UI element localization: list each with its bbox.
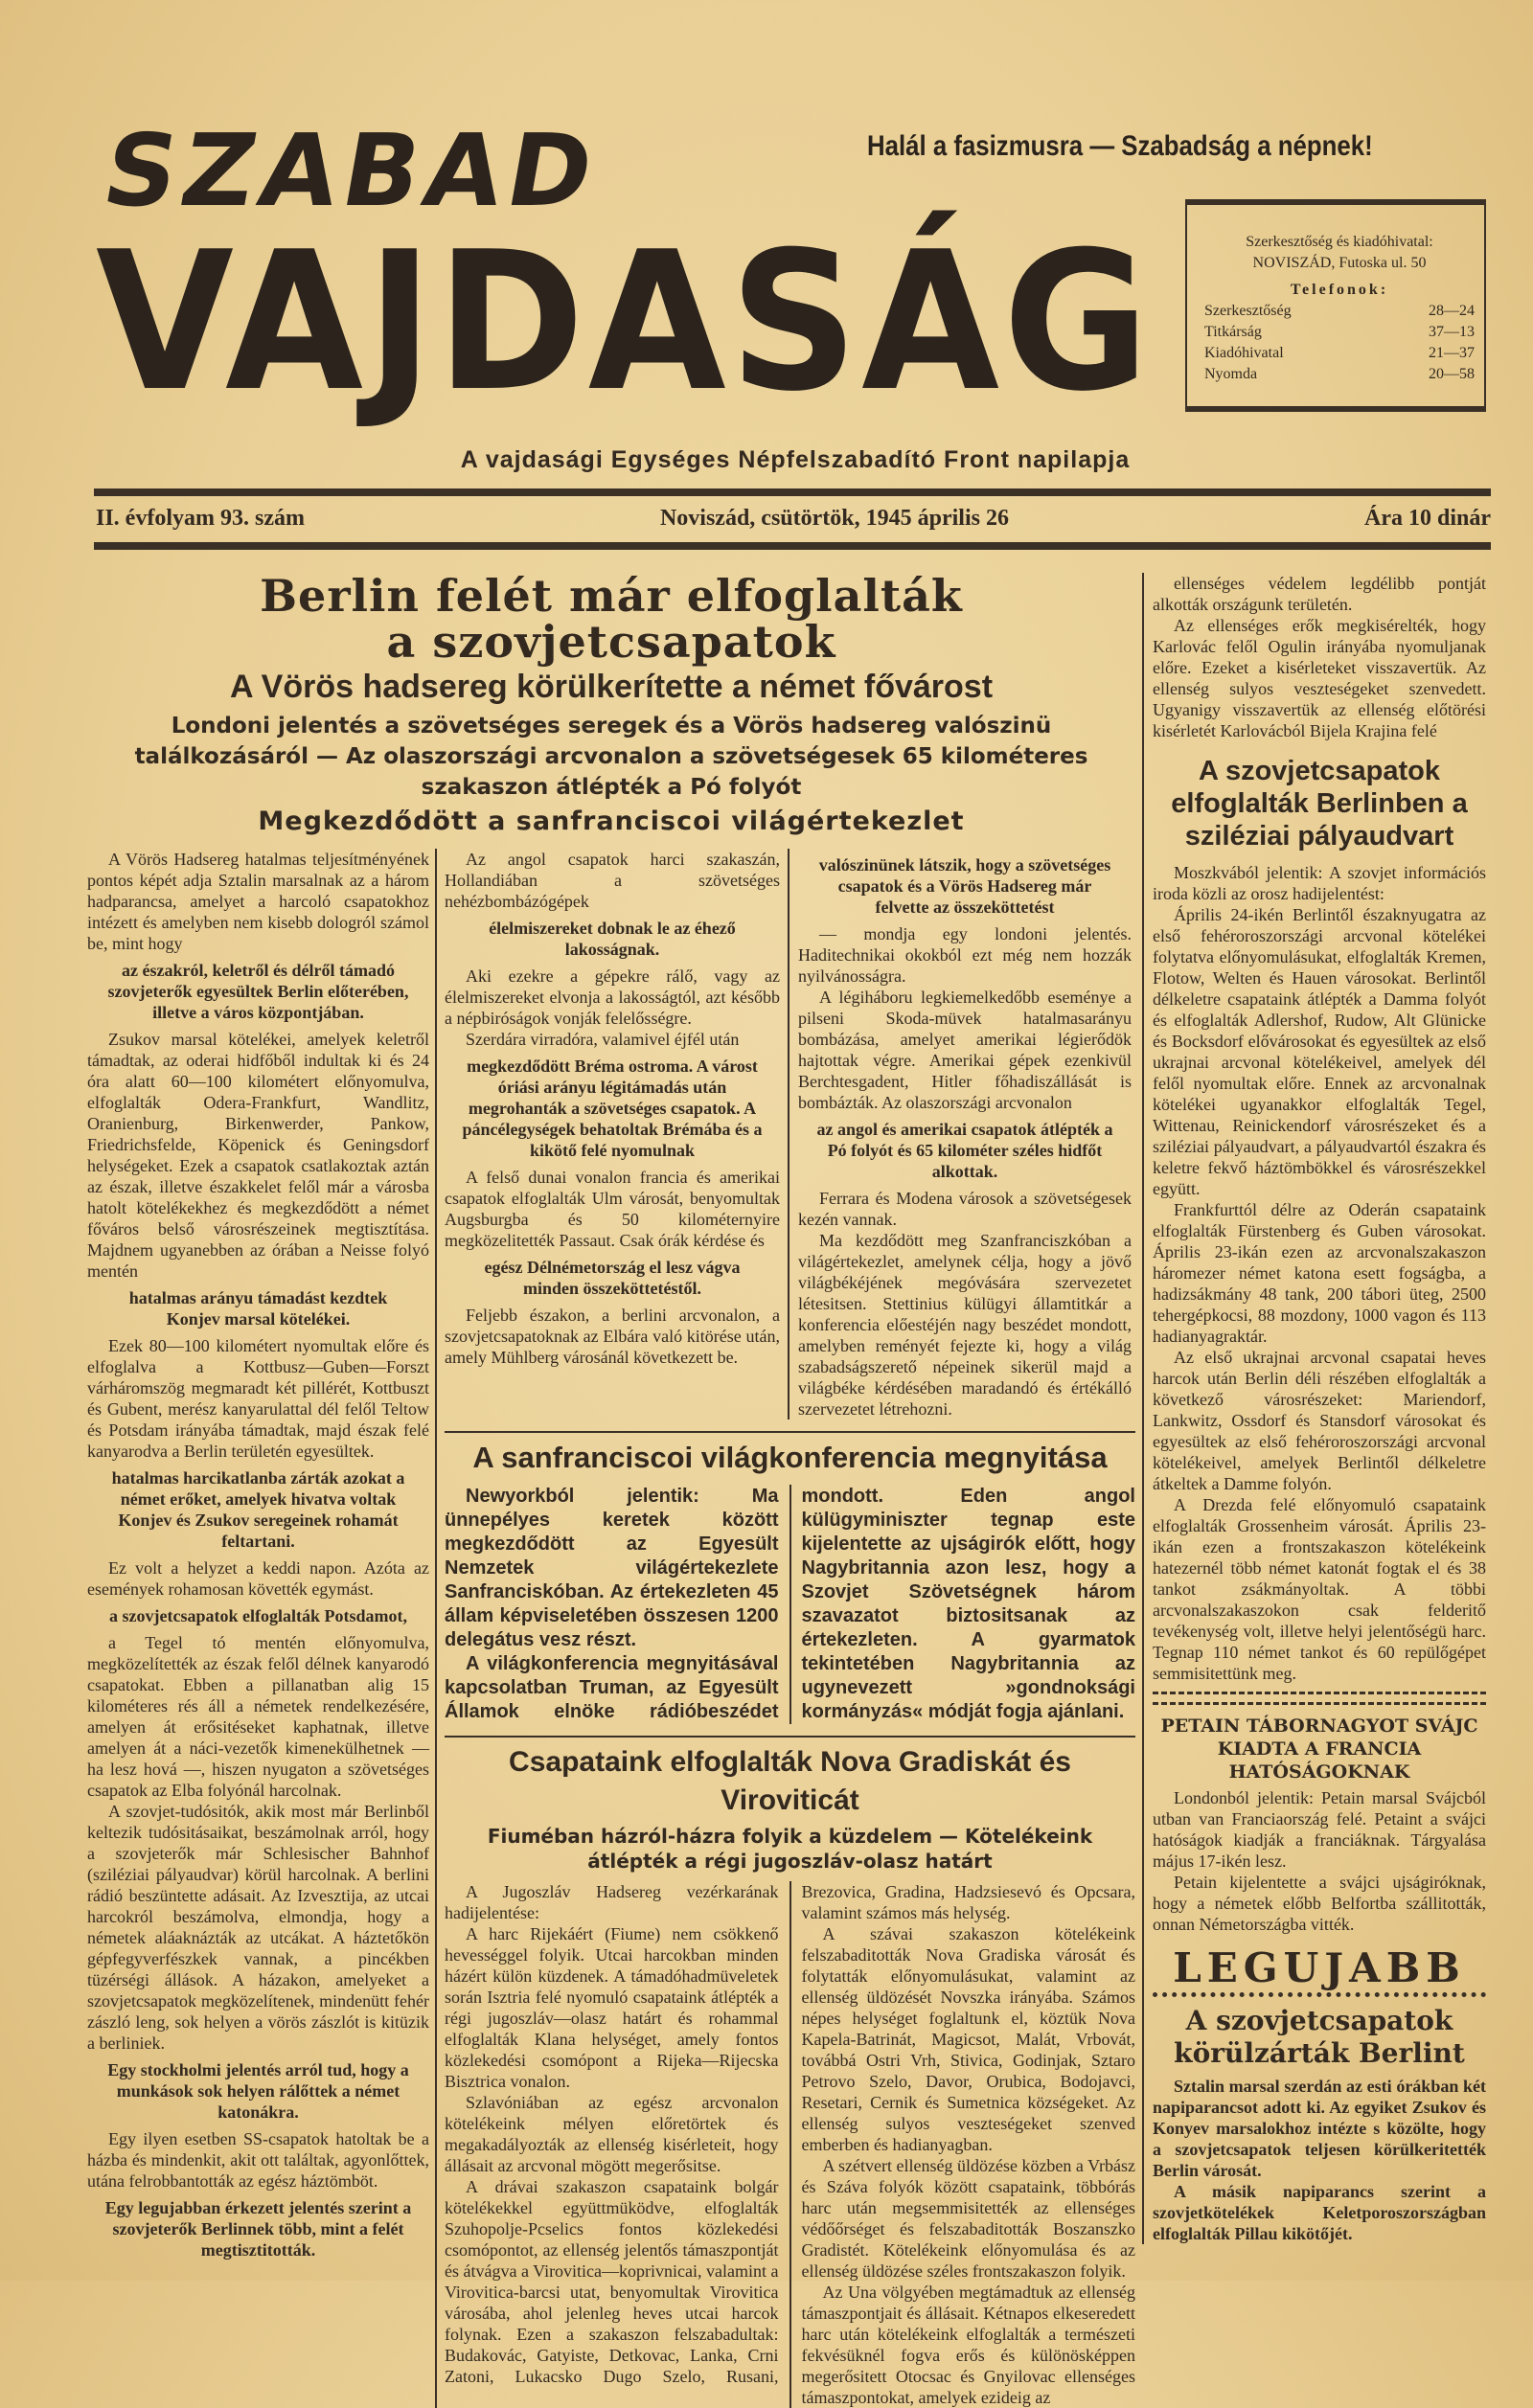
masthead-rule-bottom <box>94 542 1491 550</box>
masthead-title-line1: SZABAD <box>95 112 607 229</box>
phone-name: Kiadóhivatal <box>1204 345 1284 361</box>
paragraph: Szlavóniában az egész arcvonalon kötelékeink mélyen előretörtek és megakadályozták az ellenség kisérleteit, hogy állásait az arcvonal mögött megerősitse. <box>445 2093 779 2175</box>
phone-number: 28—24 <box>1429 303 1475 319</box>
dateline-bar <box>96 506 1491 532</box>
body-row <box>87 849 1135 2408</box>
sanfrancisco-body <box>445 1485 1135 1724</box>
paragraph: A harc Rijekáért (Fiume) nem csökkenő hevességgel folyik. Utcai harcokban minden házért külön küzdenek. A támadóhadmüveletek során Isztria felé nyomuló csapataink átlépték a régi jugoszláv—olasz határt és rohammal elfoglalták Klana helységet, amely fontos közlekedési csomópont a Rijeka—Rijecska Bisztrica vonalon. <box>445 1924 779 2091</box>
paragraph: A felső dunai vonalon francia és amerikai csapatok elfoglalták Ulm városát, benyomultak Augsburgba és 50 kilométernyire megközelitették Passaut. Csak órák kérdése és <box>445 1168 780 1250</box>
column-4 <box>1142 573 1486 2244</box>
masthead-subtitle: A vajdasági Egységes Népfelszabadító Front napilapja <box>460 446 1131 473</box>
paragraph: A légiháboru legkiemelkedőbb eseménye a pilseni Skoda-müvek hatalmasarányu bombázása, amelyet amerikai légierődök hajtottak végre. Amerikai gépek ezenkivül Berchtesgadent, Hitler főhadiszállását is bombázták. Az olaszországi arcvonalon <box>798 988 1132 1112</box>
page-body <box>87 570 1491 2408</box>
paragraph: Feljebb északon, a berlini arcvonalon, a szovjetcsapatoknak az Elbára való kitörése után, amely Mühlberg városánál következett be. <box>445 1306 780 1367</box>
highlighted-paragraph: valószinünek látszik, hogy a szövetséges csapatok és a Vörös Hadsereg már felvette az összeköttetést <box>818 855 1111 917</box>
paragraph: Ezek 80—100 kilométert nyomultak előre és elfoglalva a Kottbusz—Guben—Forszt várháromszög megmaradt két pillérét, Kottbuszt és Gubent, merész kanyarulattal dél felől Teltow és Potsdam irányába támadtak, majd észak felé kanyarodva a Berlin területén egyesültek. <box>87 1336 429 1461</box>
paragraph: Az ellenséges erők megkisérelték, hogy Karlovác felől Ogulin irányába nyomuljanak előre. Ezeket a kisérleteket visszavertük. Az ellenség sulyos veszteségeket szenvedett. Ugyanigy visszavertük az ellenség előtörési kisérletét Karlovácból Bijela Krajina felé <box>1153 616 1486 740</box>
paragraph: Moszkvából jelentik: A szovjet információs iroda közli az orosz hadijelentést: <box>1153 863 1486 903</box>
highlighted-paragraph: az angol és amerikai csapatok átlépték a Pó folyót és 65 kilométer széles hidfőt alkottak. <box>816 1120 1113 1181</box>
paragraph: A Drezda felé előnyomuló csapataink elfoglalták Grossenheim városát. Április 23-ikán ezen a frontszakaszon kötelékeink hatezernél több német katonát fogtak el és 38 tankot zsákmányoltak. A többi arcvonalszakaszokon csak felderitő tevékenység volt, illetve helyi jelentőségü harc. Tegnap 110 német tankot és 60 repülőgépet semmisitettünk meg. <box>1153 1495 1486 1683</box>
paragraph: Szerdára virradóra, valamivel éjfél után <box>466 1030 740 1049</box>
phone-number: 20—58 <box>1429 366 1475 382</box>
column-2 <box>445 849 780 1368</box>
highlighted-paragraph: a szovjetcsapatok elfoglalták Potsdamot, <box>109 1606 407 1625</box>
paragraph: Londonból jelentik: Petain marsal Svájcból utban van Franciaország felé. Petaint a svájci hatóságok kiadják a franciáknak. Tárgyalása május 17-ikén lesz. <box>1153 1788 1486 1871</box>
middle-section <box>435 849 1135 2408</box>
volume-number: II. évfolyam 93. szám <box>96 506 305 531</box>
phone-name: Szerkesztőség <box>1204 303 1292 319</box>
paragraph: Egy ilyen esetben SS-csapatok hatoltak be a házba és mindenkit, akit ott találtak, agyonlőttek, utána felrobbantották az egész háztömböt. <box>87 2129 429 2191</box>
paragraph: Az angol csapatok harci szakaszán, Hollandiában a szövetséges nehézbombázógépek <box>445 850 780 911</box>
paragraph: Ma kezdődött meg Szanfranciszkóban a világértekezlet, amelynek célja, hogy a jövő világbékéjének megóvására szervezetet létesitsen. Stettinius külügyi államtitkár a konferencia előestéjén nagy beszédet mondott, amelyben reményét fejezte ki, hogy a világ szabadságszerető népeinek sikerül majd a világbéke kérdésében maradandó és értékálló szervezetet létrehozni. <box>798 1231 1132 1419</box>
paragraph: A Jugoszláv Hadsereg vezérkarának hadijelentése: <box>445 1882 779 1922</box>
phones-label: Telefonok: <box>1290 282 1389 298</box>
highlighted-paragraph: hatalmas arányu támadást kezdtek Konjev marsal kötelékei. <box>128 1288 388 1329</box>
paragraph: A szétvert ellenség üldözése közben a Vrbász és Száva folyók között csapataink, többórás harc után megsemmisitették az ellenséges védőőrséget és felszabaditották Boszanszko Gradistét. Kötelékeink előnyomulása és az ellenség üldözése széles frontszakaszon folyik. <box>801 2156 1135 2281</box>
paragraph: A drávai szakaszon csapataink bolgár kötelékekkel együttmüködve, elfoglalták Szuhopolje-Pcselics fontos közlekedési csomópontot, az ellenség jelentős támaszpontját és átvágva a Virovitica—koprivnicai, valamint a Virovitica-barcsi utat, benyomultak Virovitica városába, ahol jelenleg heves utcai harcok folynak. Ezen a szakaszon felszabadultak: Budakovác, Gatyiste, Detkovac, Lanka, Crni Zatoni, Lukacsko Dugo Szelo, Rusani, Brezovica, Gradina, Hadzsiesevó és Opcsara, valamint számos más helység. <box>445 1882 1135 2386</box>
address-label: Szerkesztőség és kiadóhivatal: <box>1246 234 1433 250</box>
phone-name: Titkárság <box>1204 324 1262 340</box>
phone-number: 21—37 <box>1429 345 1475 361</box>
bold-paragraph: A másik napiparancs szerint a szovjetkötelékek Keletporoszországban elfoglalták Pillau kikötőjét. <box>1153 2182 1486 2243</box>
paragraph: Frankfurttól délre az Oderán csapataink elfoglalták Fürstenberg és Guben városokat. Április 23-ikán ezen az arcvonalszakaszon háromezer német katona esett fogságba, a hadizsákmány 48 tank, 200 tábori üteg, 2500 tehergépkocsi, 88 mozdony, 1000 vagon és 113 hadianyagraktár. <box>1153 1200 1486 1346</box>
main-subdeck-2: Megkezdődött a sanfranciscoi világértekezlet <box>258 806 965 836</box>
article-headline: A szovjetcsapatok körülzárták Berlint <box>1174 2005 1465 2069</box>
paragraph: A szávai szakaszon kötelékeink felszabaditották Nova Gradiska városát és folytatták előnyomulásukat, valamint az ellenség üldözését Novszka irányába. Számos népes helységet foglaltunk el, köztük Nova Kapela-Batrinát, Magicsot, Malát, Vrbovát, továbbá Ostri Vrh, Stivica, Godinjak, Sztaro Petrovo Szelo, Davor, Orubica, Bodojavci, Resetari, Cernik és Sumetnica községeket. Az ellenség sulyos veszteségeket szenved emberben és hadianyagban. <box>801 1924 1135 2154</box>
middle-top-row <box>445 849 1135 1420</box>
column-3 <box>788 849 1132 1420</box>
phone-row <box>1204 364 1475 385</box>
column-1 <box>87 849 429 2266</box>
paragraph: ellenséges védelem legdélibb pontját alkották országunk területén. <box>1153 574 1486 614</box>
phone-row <box>1204 322 1475 343</box>
highlighted-paragraph: Egy legujabban érkezett jelentés szerint a szovjeterők Berlinnek több, mint a felét megtisztitották. <box>104 2198 412 2260</box>
address: NOVISZÁD, Futoska ul. 50 <box>1252 255 1427 271</box>
highlighted-paragraph: hatalmas harcikatlanba zárták azokat a német erőket, amelyek hivatva voltak Konjev és Zsukov seregeinek rohamát feltartani. <box>111 1468 405 1551</box>
paragraph: Ez volt a helyzet a keddi napon. Azóta az események rohamosan követték egymást. <box>87 1558 429 1599</box>
paragraph: A szovjet-tudósitók, akik most már Berlinből keltezik tudósitásaikat, beszámolnak arról, hogy a szovjeterők már Schlesischer Bahnhof (sziléziai pályaudvar) körül harcolnak. A berlini rádió beszüntette adásait. Az Izvesztija, az utcai harcokról beszámolva, elmondja, hogy a németek aláaknázták az utcákat. A háztetőkön gépfegyverfészkek vannak, a pincékben tüzérségi állások. A házakon, amelyeket a szovjetcsapatok megközelítenek, mindenütt fehér zászló leng, sok helyen a vörös zászlót is kitüzik a berliniek. <box>87 1802 429 2053</box>
issue-date: Noviszád, csütörtök, 1945 április 26 <box>659 506 1009 531</box>
article-headline: A szovjetcsapatok elfoglalták Berlinben a sziléziai pályaudvart <box>1171 756 1468 852</box>
article-headline: PETAIN TÁBORNAGYOT SVÁJC KIADTA A FRANCIA HATÓSÁGOKNAK <box>1160 1715 1478 1783</box>
main-headline-line1: Berlin felét már elfoglalták <box>260 570 963 622</box>
paragraph: Az első ukrajnai arcvonal csapatai heves harcok után Berlin déli részében elfoglalták a következő városrészeket: Mariendorf, Lankwitz, Ossdorf és Stansdorf városokat és egyesültek az első fehéroroszországi arcvonal kötelékeivel, amelyek Berlintől délkeletre átkeltek a Damme folyón. <box>1153 1348 1486 1493</box>
section-label-latest: LEGUJABB <box>1153 1944 1486 1997</box>
yugoslav-body <box>445 1881 1135 2408</box>
paragraph: Petain kijelentette a svájci ujságiróknak, hogy a németek előbb Belfortba szállitották, onnan Németországba vitték. <box>1153 1873 1486 1934</box>
paragraph: Newyorkból jelentik: Ma ünnepélyes keretek között megkezdődött az Egyesült Nemzetek világértekezlete Sanfranciskóban. Az értekezleten 45 állam képviseletében összesen 1200 delegátus vesz részt. <box>445 1486 779 1650</box>
main-headline-line2: a szovjetcsapatok <box>386 616 836 668</box>
section-divider <box>1153 1692 1486 1705</box>
paragraph: a Tegel tó mentén előnyomulva, megközelítették az észak felől délnek kanyarodó csapatokat. Ebben a pillanatban alig 15 kilométeres rés áll a németek rendelkezésére, amelyen át erősitéseket kaphatnak, illetve amelyen át a náci-vezetők kimenekülhetnek — ha lesz hová —, hiszen nyugaton a szövetséges csapatok az Elba folyónál harcolnak. <box>87 1633 429 1800</box>
paragraph: A világkonferencia megnyitásával kapcsolatban Truman, az Egyesült Államok elnöke rádióbeszédet mondott. Eden angol külügyminiszter tegnap este kijelentette az ujságirók előtt, hogy Nagybritannia azon lesz, hogy a Szovjet Szövetségnek három szavazatot biztositsanak az értekezleten. A gyarmatok tekintetében Nagybritannia az ugynevezett »gondnoksági kormányzás« módját fogja ajánlani. <box>445 1486 1135 1722</box>
price: Ára 10 dinár <box>1363 506 1491 531</box>
paragraph: Az Una völgyében megtámadtuk az ellenség támaszpontjait és állásait. Kétnapos elkeseredett harc után kötelékeink elfoglalták a természeti fekvésüknél fogva erős és különösképpen megerősitett Otocsac és Gnyilovac ellenséges támaszpontokat, amelyek ezideig az <box>801 2283 1135 2407</box>
left-section <box>87 570 1135 2408</box>
highlighted-paragraph: egész Délnémetország el lesz vágva minden összeköttetéstől. <box>484 1258 741 1298</box>
paragraph: Zsukov marsal kötelékei, amelyek keletről támadtak, az oderai hidfőből indultak ki és 24 óra alatt 60—100 kilométert előnyomulva, elfoglalták Odera-Frankfurt, Wandlitz, Oranienburg, Birkenwerder, Pankow, Friedrichsfelde, Köpenick és Geningsdorf helységeket. Ezek a csapatok csatlakoztak aztán az észak, illetve északkelet felől már a városba hatolt kötelékekhez és megkezdődött a német főváros belső városrészeinek megtisztítása. Majdnem ugyanebben az órában a Neisse folyó mentén <box>87 1030 429 1281</box>
masthead-rule-top <box>94 488 1491 496</box>
masthead-slogan: Halál a fasizmusra — Szabadság a népnek! <box>867 130 1373 162</box>
yugoslav-deck: Fiuméban házról-házra folyik a küzdelem — Kötelékeink átlépték a régi jugoszláv-olasz határt <box>487 1825 1093 1873</box>
paragraph: — mondja egy londoni jelentés. Haditechnikai okokból ezt még nem hozzák nyilvánosságra. <box>798 924 1132 986</box>
main-subdeck: Londoni jelentés a szövetséges seregek és a Vörös hadsereg valószinü találkozásáról — Az olaszországi arcvonalon a szövetségesek 65 kilométeres szakaszon átlépték a Pó folyót <box>134 714 1088 800</box>
yugoslav-headline: Csapataink elfoglalták Nova Gradiskát és Viroviticát <box>445 1736 1135 1820</box>
bold-paragraph: Sztalin marsal szerdán az esti órákban két napiparancsot adott ki. Az egyiket Zsukov és Konyev marsalokhoz intézte s közölte, hogy a szovjetcsapatok teljesen körülkeritették Berlin városát. <box>1153 2077 1486 2180</box>
main-deck: A Vörös hadsereg körülkerítette a német fővárost <box>229 669 994 705</box>
paragraph: A Vörös Hadsereg hatalmas teljesítményének pontos képét adja Sztalin marsalnak az a három hadparancsa, amelyet a harcoló csapatokhoz intézett és amelyben nem kisebb dologról számol be, mint hogy <box>87 850 429 953</box>
paragraph: Ferrara és Modena városok a szövetségesek kezén vannak. <box>798 1189 1132 1229</box>
highlighted-paragraph: Egy stockholmi jelentés arról tud, hogy a munkások sok helyen rálőttek a német katonákra. <box>107 2060 409 2122</box>
sanfrancisco-headline: A sanfranciscoi világkonferencia megnyitása <box>445 1431 1135 1477</box>
publisher-info-box <box>1185 199 1486 412</box>
highlighted-paragraph: élelmiszereket dobnak le az éhező lakosságnak. <box>489 919 736 959</box>
main-headline <box>87 570 1135 668</box>
paragraph: Aki ezekre a gépekre rálő, vagy az élelmiszereket elvonja a lakosságtól, azt később a népbiróságok vonják felelősségre. <box>445 966 780 1028</box>
phone-number: 37—13 <box>1429 324 1475 340</box>
paragraph: Április 24-ikén Berlintől északnyugatra az első fehéroroszországi arcvonal kötelékei folytatva előnyomulásukat, elfoglalták Kremen, Flotow, Welten és Hauen városokat. Berlintől délkeletre csapataink átlépték a Damma folyót és elfoglalták Adlershof, Rudow, Alt Glünicke és Bocksdorf elővárosokat és egyesültek az első ukrajnai arcvonal kötelékeivel, amelyek dél felől nyomultak előre. Ennek az arcvonalnak kötelékei ugyanakkor elfoglalták Tegel, Wittenau, Reinickendorf városrészeket és a sziléziai pályaudvart, a pályaudvartól északra és keletre fekvő háztömbökkel és városrészekkel együtt. <box>1153 905 1486 1198</box>
masthead-title-line2: VAJDASÁG <box>96 211 1154 434</box>
highlighted-paragraph: megkezdődött Bréma ostroma. A várost óriási arányu légitámadás után megrohanták a szövetséges csapatok. A páncélegységek behatoltak Brémába és a kikötő felé nyomulnak <box>462 1056 763 1160</box>
highlighted-paragraph: az északról, keletről és délről támadó szovjeterők egyesültek Berlin előterében, illetve a város központjában. <box>107 961 409 1022</box>
phone-name: Nyomda <box>1204 366 1258 382</box>
phone-row <box>1204 343 1475 364</box>
phone-row <box>1204 301 1475 322</box>
